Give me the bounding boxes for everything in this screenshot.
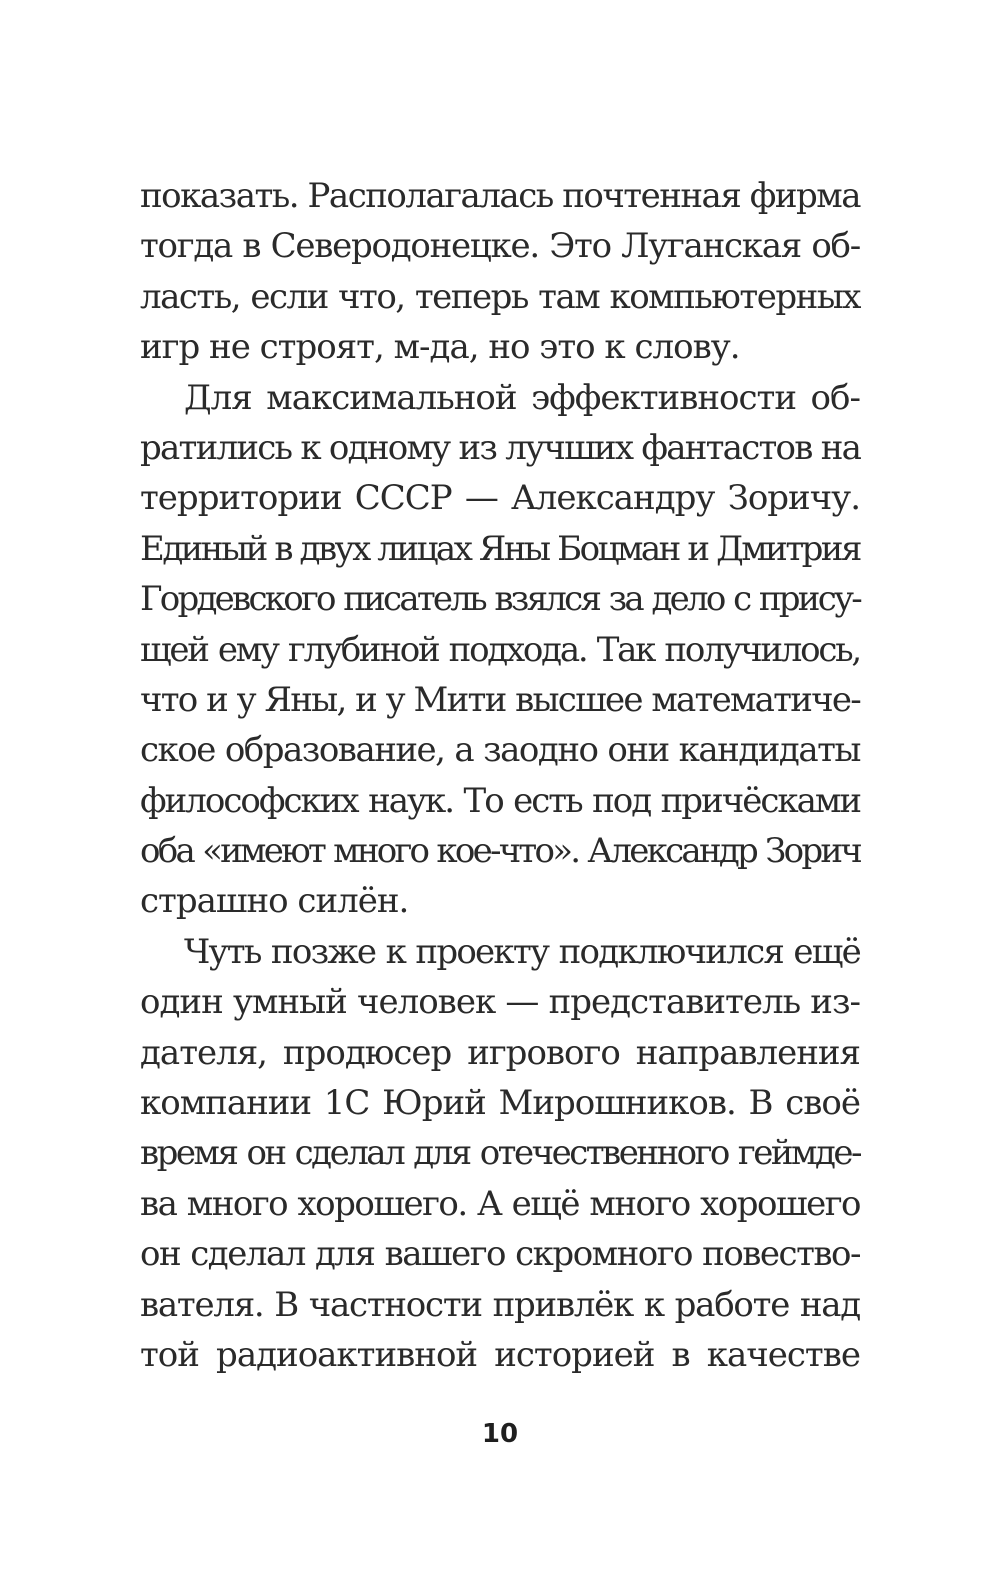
text-line: что и у Яны, и у Мити высшее математиче- (140, 679, 860, 720)
text-line: тогда в Северодонецке. Это Луганская об- (140, 226, 860, 267)
text-line: ласть, если что, теперь там компьютерных (140, 276, 860, 317)
text-line: он сделал для вашего скромного повество- (140, 1234, 860, 1275)
text-line: философских наук. То есть под причёсками (140, 780, 860, 821)
text-line: игр не строят, м-да, но это к слову. (140, 327, 740, 368)
page-number: 10 (481, 1419, 519, 1449)
text-line: той радиоактивной историей в качестве (140, 1334, 860, 1375)
text-line: страшно силён. (140, 881, 409, 922)
text-line: один умный человек — представитель из- (140, 982, 860, 1023)
text-line: Чуть позже к проекту подключился ещё (184, 931, 860, 972)
text-line: ва много хорошего. А ещё много хорошего (140, 1183, 860, 1224)
text-line: компании 1С Юрий Мирошников. В своё (140, 1083, 860, 1124)
text-line: щей ему глубиной подхода. Так получилось, (140, 629, 860, 670)
body-text (140, 171, 860, 1380)
text-line: оба «имеют много кое-что». Александр Зорич (140, 831, 860, 872)
text-line: Для максимальной эффективности об- (184, 377, 860, 418)
text-line: время он сделал для отечественного геймде- (140, 1133, 860, 1174)
text-line: Гордевского писатель взялся за дело с прису- (140, 579, 860, 620)
text-line: дателя, продюсер игрового направления (140, 1032, 860, 1073)
text-line: показать. Располагалась почтенная фирма (140, 176, 860, 216)
text-line: ское образование, а заодно они кандидаты (140, 730, 860, 771)
text-line: ратились к одному из лучших фантастов на (140, 427, 861, 468)
text-line: Единый в двух лицах Яны Боцман и Дмитрия (140, 528, 860, 569)
text-line: вателя. В частности привлёк к работе над (140, 1284, 860, 1325)
text-line: территории СССР — Александру Зоричу. (140, 478, 860, 519)
